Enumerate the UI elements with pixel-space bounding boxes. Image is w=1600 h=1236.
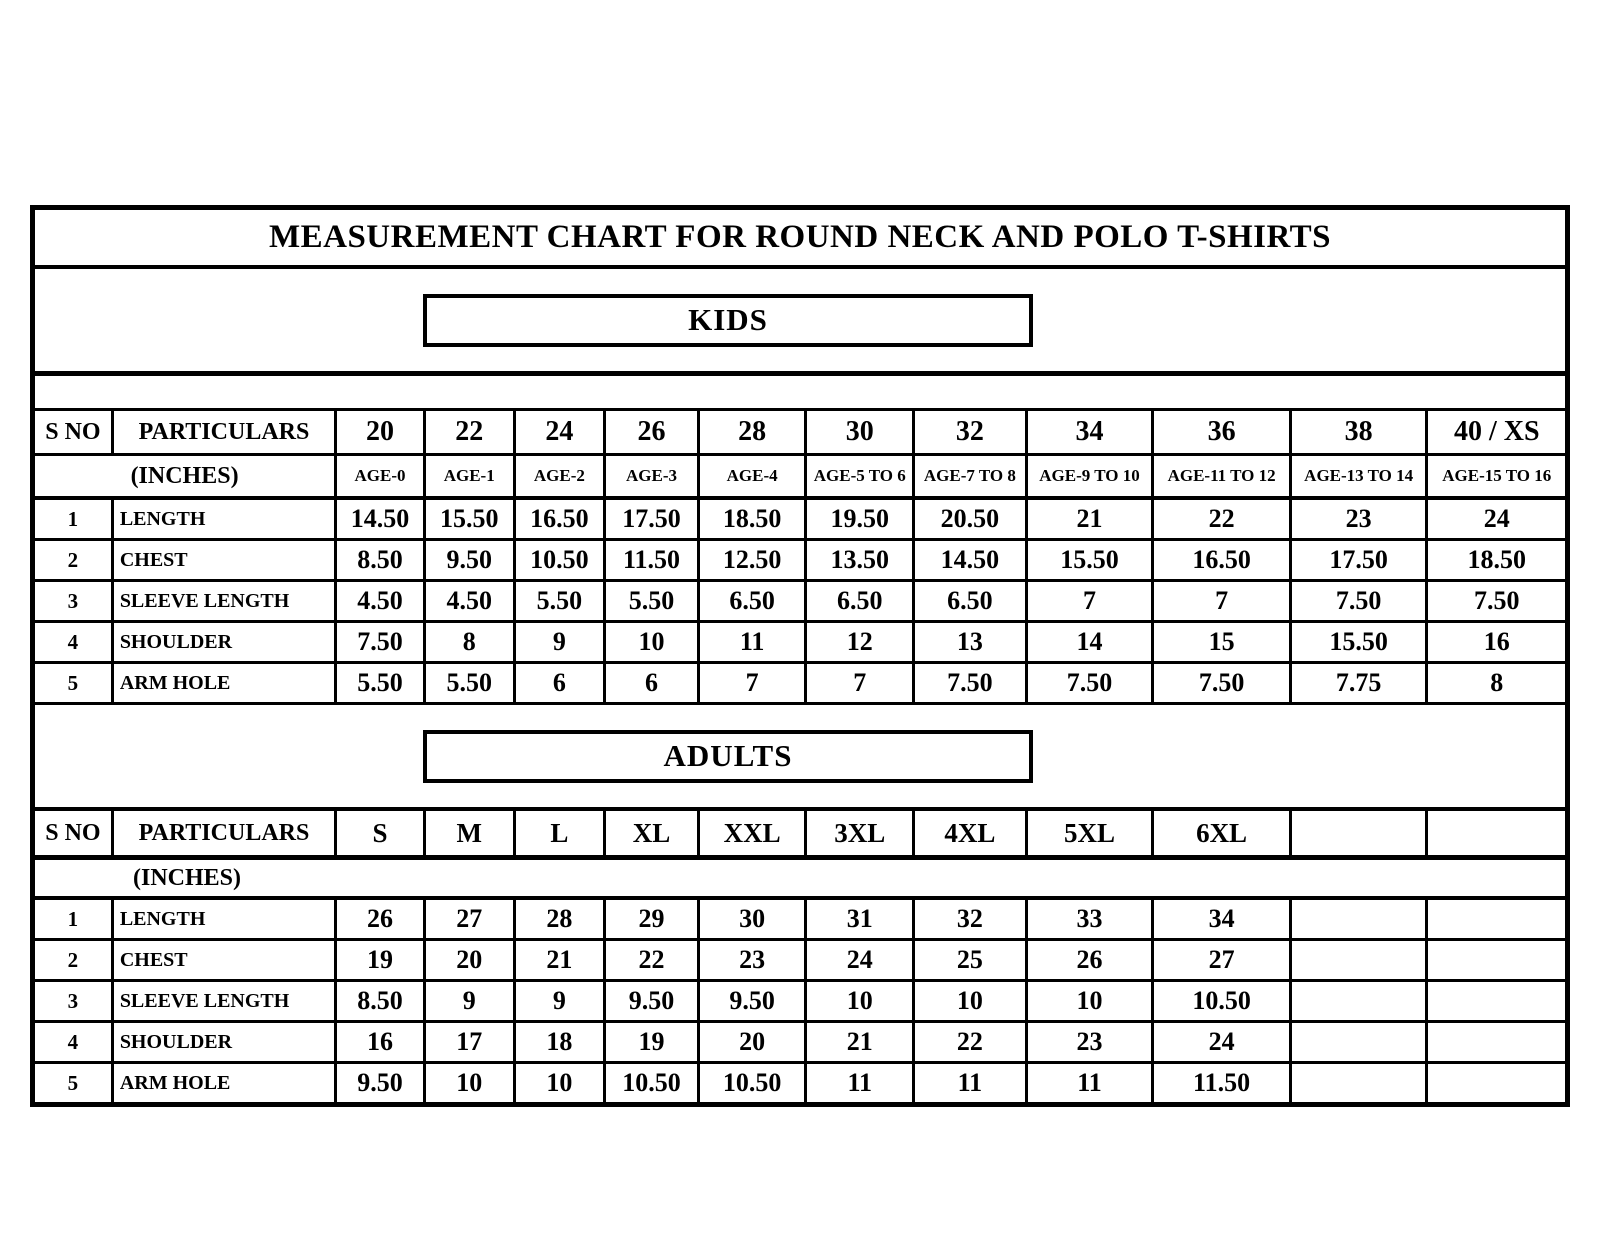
measurement-value-cell: 8.50 (336, 981, 425, 1022)
measurement-value-cell: 7.50 (914, 663, 1027, 704)
measurement-value-cell: 10 (806, 981, 914, 1022)
measurement-value-cell: 26 (336, 898, 425, 940)
measurement-value-cell: 19 (336, 940, 425, 981)
adults-section-banner (423, 730, 1033, 783)
measurement-value-cell: 18.50 (698, 498, 806, 540)
table-row (33, 498, 1568, 540)
measurement-value-cell: 7.50 (1153, 663, 1291, 704)
measurement-value-cell: 12 (806, 622, 914, 663)
particular-label-cell: SLEEVE LENGTH (112, 581, 335, 622)
size-header-cell: 26 (605, 410, 699, 455)
measurement-value-cell: 7.50 (1290, 581, 1427, 622)
table-row (33, 1022, 1568, 1063)
measurement-value-cell: 11 (914, 1063, 1027, 1105)
measurement-value-cell: 28 (514, 898, 605, 940)
age-header-cell: AGE-2 (514, 455, 605, 499)
measurement-value-cell: 6 (514, 663, 605, 704)
measurement-value-cell: 7 (806, 663, 914, 704)
measurement-value-cell: 7 (1153, 581, 1291, 622)
kids-header-row (33, 410, 1568, 455)
measurement-value-cell: 23 (1026, 1022, 1153, 1063)
particular-label-cell: LENGTH (112, 498, 335, 540)
measurement-value-cell: 7 (1026, 581, 1153, 622)
size-header-cell: 34 (1026, 410, 1153, 455)
measurement-value-cell: 8 (1427, 663, 1568, 704)
adults-inches-cell (33, 858, 1568, 899)
row-number-cell: 3 (33, 981, 113, 1022)
measurement-chart (30, 205, 1570, 1107)
chart-title: MEASUREMENT CHART FOR ROUND NECK AND POLO T-SHIRTS (33, 208, 1568, 268)
age-header-cell: AGE-11 TO 12 (1153, 455, 1291, 499)
particular-label-cell: SHOULDER (112, 622, 335, 663)
kids-inches-unit-label: (INCHES) (33, 455, 336, 499)
particular-label-cell: SHOULDER (112, 1022, 335, 1063)
measurement-value-cell: 7.75 (1290, 663, 1427, 704)
age-header-cell: AGE-9 TO 10 (1026, 455, 1153, 499)
measurement-value-cell: 31 (806, 898, 914, 940)
measurement-value-cell (1427, 940, 1568, 981)
particular-label-cell: LENGTH (112, 898, 335, 940)
adults-section-label: ADULTS (663, 738, 793, 773)
measurement-value-cell: 5.50 (424, 663, 514, 704)
measurement-value-cell: 13 (914, 622, 1027, 663)
kids-section-label: KIDS (688, 302, 768, 337)
size-header-cell: 24 (514, 410, 605, 455)
row-number-cell: 1 (33, 898, 113, 940)
measurement-value-cell: 11 (698, 622, 806, 663)
measurement-value-cell: 20 (698, 1022, 806, 1063)
measurement-value-cell: 21 (514, 940, 605, 981)
measurement-value-cell: 10 (914, 981, 1027, 1022)
measurement-value-cell: 22 (914, 1022, 1027, 1063)
measurement-value-cell: 24 (1427, 498, 1568, 540)
measurement-value-cell: 16 (1427, 622, 1568, 663)
measurement-value-cell: 9 (514, 981, 605, 1022)
adults-banner-cell (33, 704, 1568, 810)
measurement-value-cell: 34 (1153, 898, 1291, 940)
row-number-cell: 3 (33, 581, 113, 622)
measurement-value-cell: 29 (605, 898, 699, 940)
measurement-value-cell (1427, 981, 1568, 1022)
measurement-value-cell: 24 (806, 940, 914, 981)
measurement-value-cell: 10.50 (1153, 981, 1291, 1022)
measurement-value-cell: 9.50 (424, 540, 514, 581)
measurement-value-cell: 7.50 (1427, 581, 1568, 622)
row-number-cell: 2 (33, 540, 113, 581)
measurement-value-cell: 23 (1290, 498, 1427, 540)
measurement-value-cell: 5.50 (336, 663, 425, 704)
measurement-value-cell (1427, 898, 1568, 940)
age-header-cell: AGE-5 TO 6 (806, 455, 914, 499)
size-header-cell: 32 (914, 410, 1027, 455)
table-row (33, 1063, 1568, 1105)
size-header-cell: 40 / XS (1427, 410, 1568, 455)
row-number-cell: 2 (33, 940, 113, 981)
measurement-value-cell: 10 (424, 1063, 514, 1105)
measurement-value-cell: 16.50 (1153, 540, 1291, 581)
measurement-value-cell: 6.50 (698, 581, 806, 622)
measurement-value-cell: 32 (914, 898, 1027, 940)
size-header-cell: 20 (336, 410, 425, 455)
table-row (33, 663, 1568, 704)
measurement-value-cell: 7.50 (336, 622, 425, 663)
measurement-value-cell: 10.50 (514, 540, 605, 581)
particular-label-cell: CHEST (112, 540, 335, 581)
size-header-cell: XL (605, 809, 699, 858)
kids-banner-cell (33, 267, 1568, 374)
measurement-value-cell: 11 (806, 1063, 914, 1105)
measurement-value-cell: 16.50 (514, 498, 605, 540)
table-row (33, 898, 1568, 940)
title-row (33, 208, 1568, 268)
size-header-cell: M (424, 809, 514, 858)
measurement-value-cell: 22 (605, 940, 699, 981)
adults-inches-row (33, 858, 1568, 899)
measurement-value-cell: 10.50 (605, 1063, 699, 1105)
measurement-value-cell: 15 (1153, 622, 1291, 663)
measurement-value-cell: 10.50 (698, 1063, 806, 1105)
size-header-cell: XXL (698, 809, 806, 858)
measurement-value-cell: 30 (698, 898, 806, 940)
age-header-cell: AGE-7 TO 8 (914, 455, 1027, 499)
size-header-cell: 38 (1290, 410, 1427, 455)
age-header-cell: AGE-4 (698, 455, 806, 499)
measurement-value-cell: 10 (605, 622, 699, 663)
measurement-value-cell: 7.50 (1026, 663, 1153, 704)
size-header-cell: 22 (424, 410, 514, 455)
measurement-value-cell: 11.50 (605, 540, 699, 581)
size-header-cell (1427, 809, 1568, 858)
measurement-value-cell (1427, 1063, 1568, 1105)
size-header-cell: 3XL (806, 809, 914, 858)
measurement-value-cell: 9 (514, 622, 605, 663)
adults-inches-unit-label: (INCHES) (132, 864, 241, 891)
table-row (33, 540, 1568, 581)
measurement-value-cell: 21 (806, 1022, 914, 1063)
measurement-value-cell: 17 (424, 1022, 514, 1063)
measurement-value-cell (1290, 1063, 1427, 1105)
measurement-value-cell: 9.50 (336, 1063, 425, 1105)
size-header-cell: 5XL (1026, 809, 1153, 858)
measurement-value-cell: 10 (514, 1063, 605, 1105)
measurement-value-cell: 27 (1153, 940, 1291, 981)
adults-sno-header: S NO (33, 809, 113, 858)
row-number-cell: 5 (33, 1063, 113, 1105)
size-header-cell (1290, 809, 1427, 858)
adults-particulars-header: PARTICULARS (112, 809, 335, 858)
measurement-value-cell: 33 (1026, 898, 1153, 940)
age-header-cell: AGE-15 TO 16 (1427, 455, 1568, 499)
measurement-value-cell: 19 (605, 1022, 699, 1063)
spacer-cell (33, 374, 1568, 410)
measurement-value-cell: 20.50 (914, 498, 1027, 540)
measurement-value-cell: 17.50 (605, 498, 699, 540)
table-row (33, 581, 1568, 622)
measurement-value-cell: 18 (514, 1022, 605, 1063)
measurement-value-cell: 8 (424, 622, 514, 663)
particular-label-cell: SLEEVE LENGTH (112, 981, 335, 1022)
measurement-value-cell: 6.50 (806, 581, 914, 622)
measurement-value-cell: 4.50 (424, 581, 514, 622)
measurement-value-cell (1290, 1022, 1427, 1063)
measurement-value-cell: 17.50 (1290, 540, 1427, 581)
measurement-value-cell: 15.50 (1026, 540, 1153, 581)
age-header-cell: AGE-13 TO 14 (1290, 455, 1427, 499)
size-header-cell: L (514, 809, 605, 858)
measurement-value-cell (1427, 1022, 1568, 1063)
measurement-value-cell: 10 (1026, 981, 1153, 1022)
measurement-value-cell: 25 (914, 940, 1027, 981)
age-header-cell: AGE-3 (605, 455, 699, 499)
measurement-value-cell: 18.50 (1427, 540, 1568, 581)
table-row (33, 622, 1568, 663)
measurement-value-cell: 20 (424, 940, 514, 981)
size-header-cell: 36 (1153, 410, 1291, 455)
kids-banner-row (33, 267, 1568, 374)
particular-label-cell: ARM HOLE (112, 1063, 335, 1105)
measurement-value-cell (1290, 981, 1427, 1022)
measurement-value-cell: 22 (1153, 498, 1291, 540)
measurement-value-cell: 9.50 (605, 981, 699, 1022)
age-header-cell: AGE-1 (424, 455, 514, 499)
measurement-value-cell: 6 (605, 663, 699, 704)
measurement-value-cell: 8.50 (336, 540, 425, 581)
measurement-value-cell: 13.50 (806, 540, 914, 581)
measurement-value-cell: 7 (698, 663, 806, 704)
measurement-value-cell: 5.50 (605, 581, 699, 622)
measurement-value-cell: 23 (698, 940, 806, 981)
measurement-value-cell: 24 (1153, 1022, 1291, 1063)
particular-label-cell: ARM HOLE (112, 663, 335, 704)
kids-sno-header: S NO (33, 410, 113, 455)
adults-header-row (33, 809, 1568, 858)
row-number-cell: 4 (33, 622, 113, 663)
measurement-value-cell: 14.50 (914, 540, 1027, 581)
measurement-value-cell: 11 (1026, 1063, 1153, 1105)
kids-inches-row (33, 455, 1568, 499)
row-number-cell: 4 (33, 1022, 113, 1063)
measurement-value-cell (1290, 940, 1427, 981)
measurement-value-cell: 26 (1026, 940, 1153, 981)
adults-banner-row (33, 704, 1568, 810)
measurement-value-cell: 21 (1026, 498, 1153, 540)
size-header-cell: 28 (698, 410, 806, 455)
measurement-value-cell: 11.50 (1153, 1063, 1291, 1105)
measurement-value-cell: 15.50 (1290, 622, 1427, 663)
particular-label-cell: CHEST (112, 940, 335, 981)
size-header-cell: 30 (806, 410, 914, 455)
size-header-cell: 4XL (914, 809, 1027, 858)
measurement-value-cell: 27 (424, 898, 514, 940)
measurement-value-cell: 12.50 (698, 540, 806, 581)
measurement-value-cell: 19.50 (806, 498, 914, 540)
measurement-value-cell: 5.50 (514, 581, 605, 622)
measurement-value-cell: 9.50 (698, 981, 806, 1022)
measurement-value-cell: 9 (424, 981, 514, 1022)
kids-particulars-header: PARTICULARS (112, 410, 335, 455)
table-row (33, 981, 1568, 1022)
measurement-value-cell: 4.50 (336, 581, 425, 622)
age-header-cell: AGE-0 (336, 455, 425, 499)
measurement-value-cell: 6.50 (914, 581, 1027, 622)
kids-section-banner (423, 294, 1033, 347)
size-header-cell: 6XL (1153, 809, 1291, 858)
size-header-cell: S (336, 809, 425, 858)
measurement-value-cell: 14.50 (336, 498, 425, 540)
measurement-value-cell: 16 (336, 1022, 425, 1063)
measurement-value-cell (1290, 898, 1427, 940)
spacer-row (33, 374, 1568, 410)
measurement-value-cell: 14 (1026, 622, 1153, 663)
table-row (33, 940, 1568, 981)
row-number-cell: 5 (33, 663, 113, 704)
row-number-cell: 1 (33, 498, 113, 540)
measurement-value-cell: 15.50 (424, 498, 514, 540)
